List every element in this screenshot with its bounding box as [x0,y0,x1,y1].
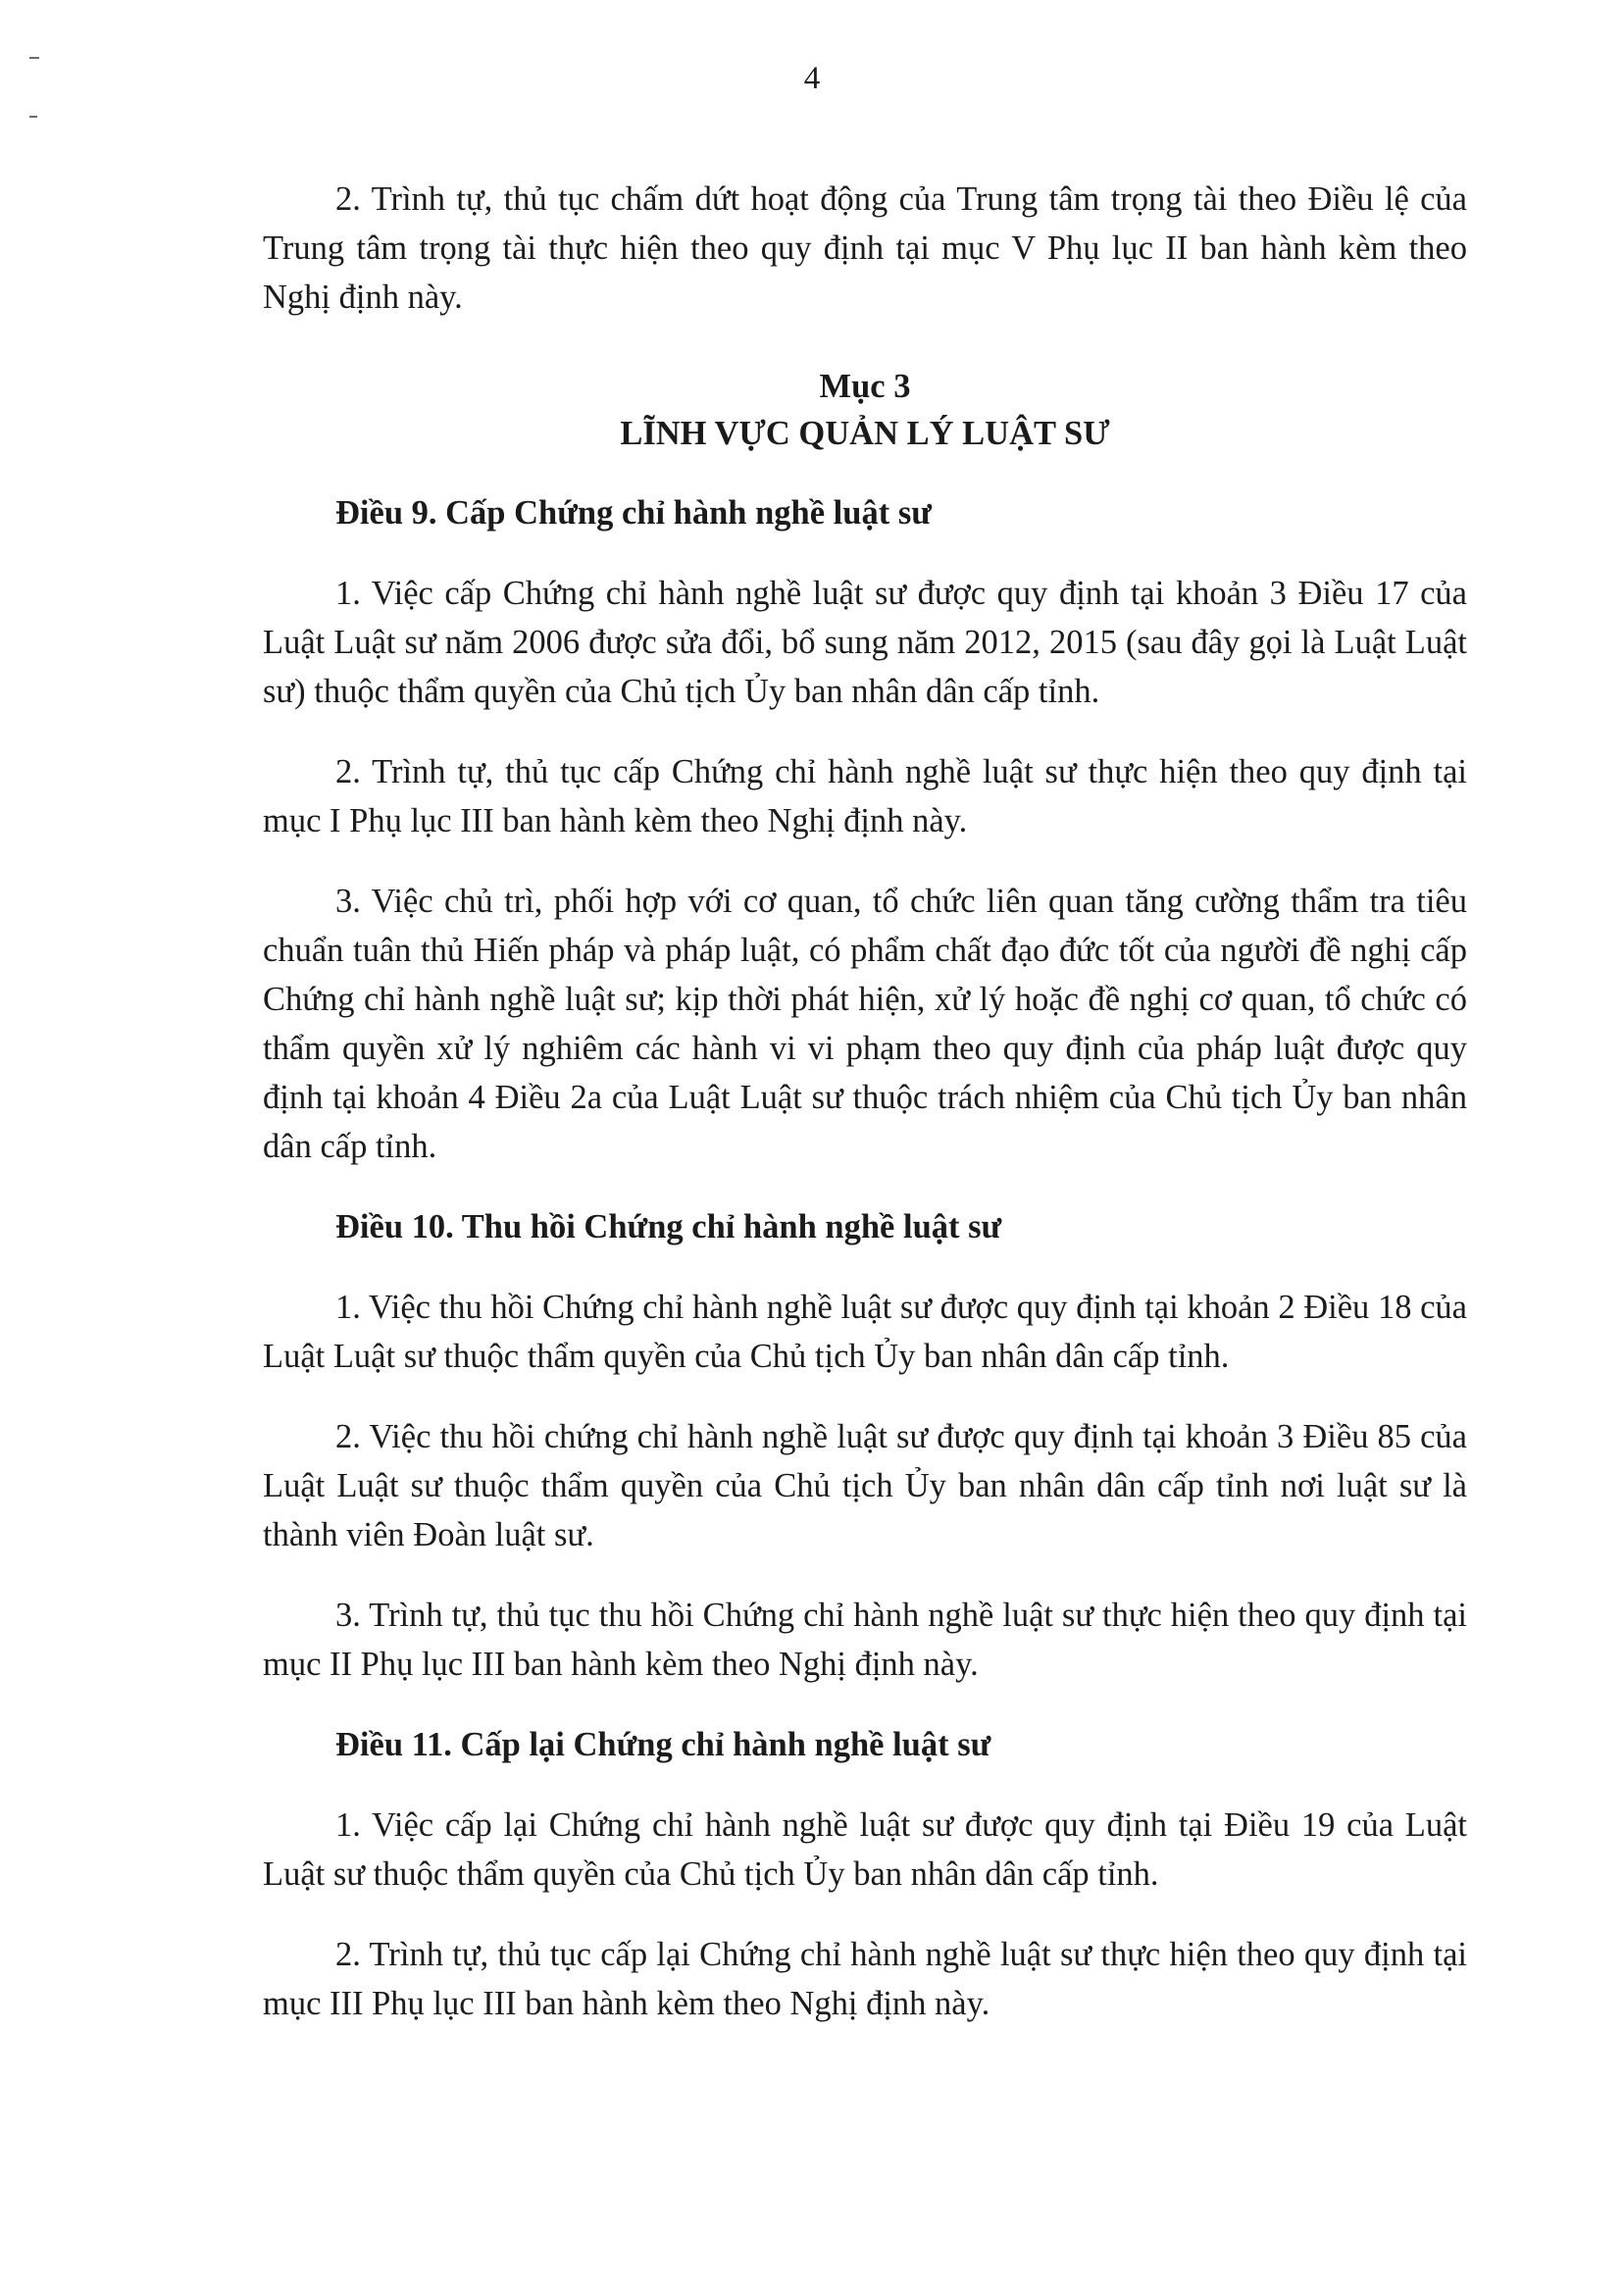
scan-artifact [29,57,39,59]
document-body [263,175,1467,2028]
article-10-clause-3: 3. Trình tự, thủ tục thu hồi Chứng chỉ hành nghề luật sư thực hiện theo quy định tại mục II Phụ lục III ban hành kèm theo Nghị định này. [263,1597,1467,1683]
article-10-clause-1: 1. Việc thu hồi Chứng chỉ hành nghề luật sư được quy định tại khoản 2 Điều 18 của Luật Luật sư thuộc thẩm quyền của Chủ tịch Ủy ban nhân dân cấp tỉnh. [263,1289,1467,1375]
page-number: 4 [803,61,821,96]
article-11-clause-1: 1. Việc cấp lại Chứng chỉ hành nghề luật sư được quy định tại Điều 19 của Luật Luật sư thuộc thẩm quyền của Chủ tịch Ủy ban nhân dân cấp tỉnh. [263,1806,1467,1893]
article-11-heading: Điều 11. Cấp lại Chứng chỉ hành nghề luật sư [335,1726,991,1763]
article-9-clause-1: 1. Việc cấp Chứng chỉ hành nghề luật sư được quy định tại khoản 3 Điều 17 của Luật Luật sư năm 2006 được sửa đổi, bổ sung năm 2012, 2015 (sau đây gọi là Luật Luật sư) thuộc thẩm quyền của Chủ tịch Ủy ban nhân dân cấp tỉnh. [263,575,1467,710]
article-10-heading: Điều 10. Thu hồi Chứng chỉ hành nghề luật sư [335,1208,1002,1245]
intro-paragraph: 2. Trình tự, thủ tục chấm dứt hoạt động của Trung tâm trọng tài theo Điều lệ của Trung tâm trọng tài thực hiện theo quy định tại mục V Phụ lục II ban hành kèm theo Nghị định này. [263,180,1467,316]
section-heading [263,363,1467,457]
section-title: LĨNH VỰC QUẢN LÝ LUẬT SƯ [620,415,1110,452]
scan-artifact [29,116,37,118]
article-10-clause-2: 2. Việc thu hồi chứng chỉ hành nghề luật sư được quy định tại khoản 3 Điều 85 của Luật Luật sư thuộc thẩm quyền của Chủ tịch Ủy ban nhân dân cấp tỉnh nơi luật sư là thành viên Đoàn luật sư. [263,1418,1467,1553]
article-9-heading: Điều 9. Cấp Chứng chỉ hành nghề luật sư [335,494,932,532]
article-11-clause-2: 2. Trình tự, thủ tục cấp lại Chứng chỉ hành nghề luật sư thực hiện theo quy định tại mục III Phụ lục III ban hành kèm theo Nghị định này. [263,1936,1467,2022]
section-number: Mục 3 [819,368,911,405]
article-9-clause-3: 3. Việc chủ trì, phối hợp với cơ quan, tổ chức liên quan tăng cường thẩm tra tiêu chuẩn tuân thủ Hiến pháp và pháp luật, có phẩm chất đạo đức tốt của người đề nghị cấp Chứng chỉ hành nghề luật sư; kịp thời phát hiện, xử lý hoặc đề nghị cơ quan, tổ chức có thẩm quyền xử lý nghiêm các hành vi vi phạm theo quy định của pháp luật được quy định tại khoản 4 Điều 2a của Luật Luật sư thuộc trách nhiệm của Chủ tịch Ủy ban nhân dân cấp tỉnh. [263,883,1467,1165]
article-9-clause-2: 2. Trình tự, thủ tục cấp Chứng chỉ hành nghề luật sư thực hiện theo quy định tại mục I Phụ lục III ban hành kèm theo Nghị định này. [263,753,1467,839]
